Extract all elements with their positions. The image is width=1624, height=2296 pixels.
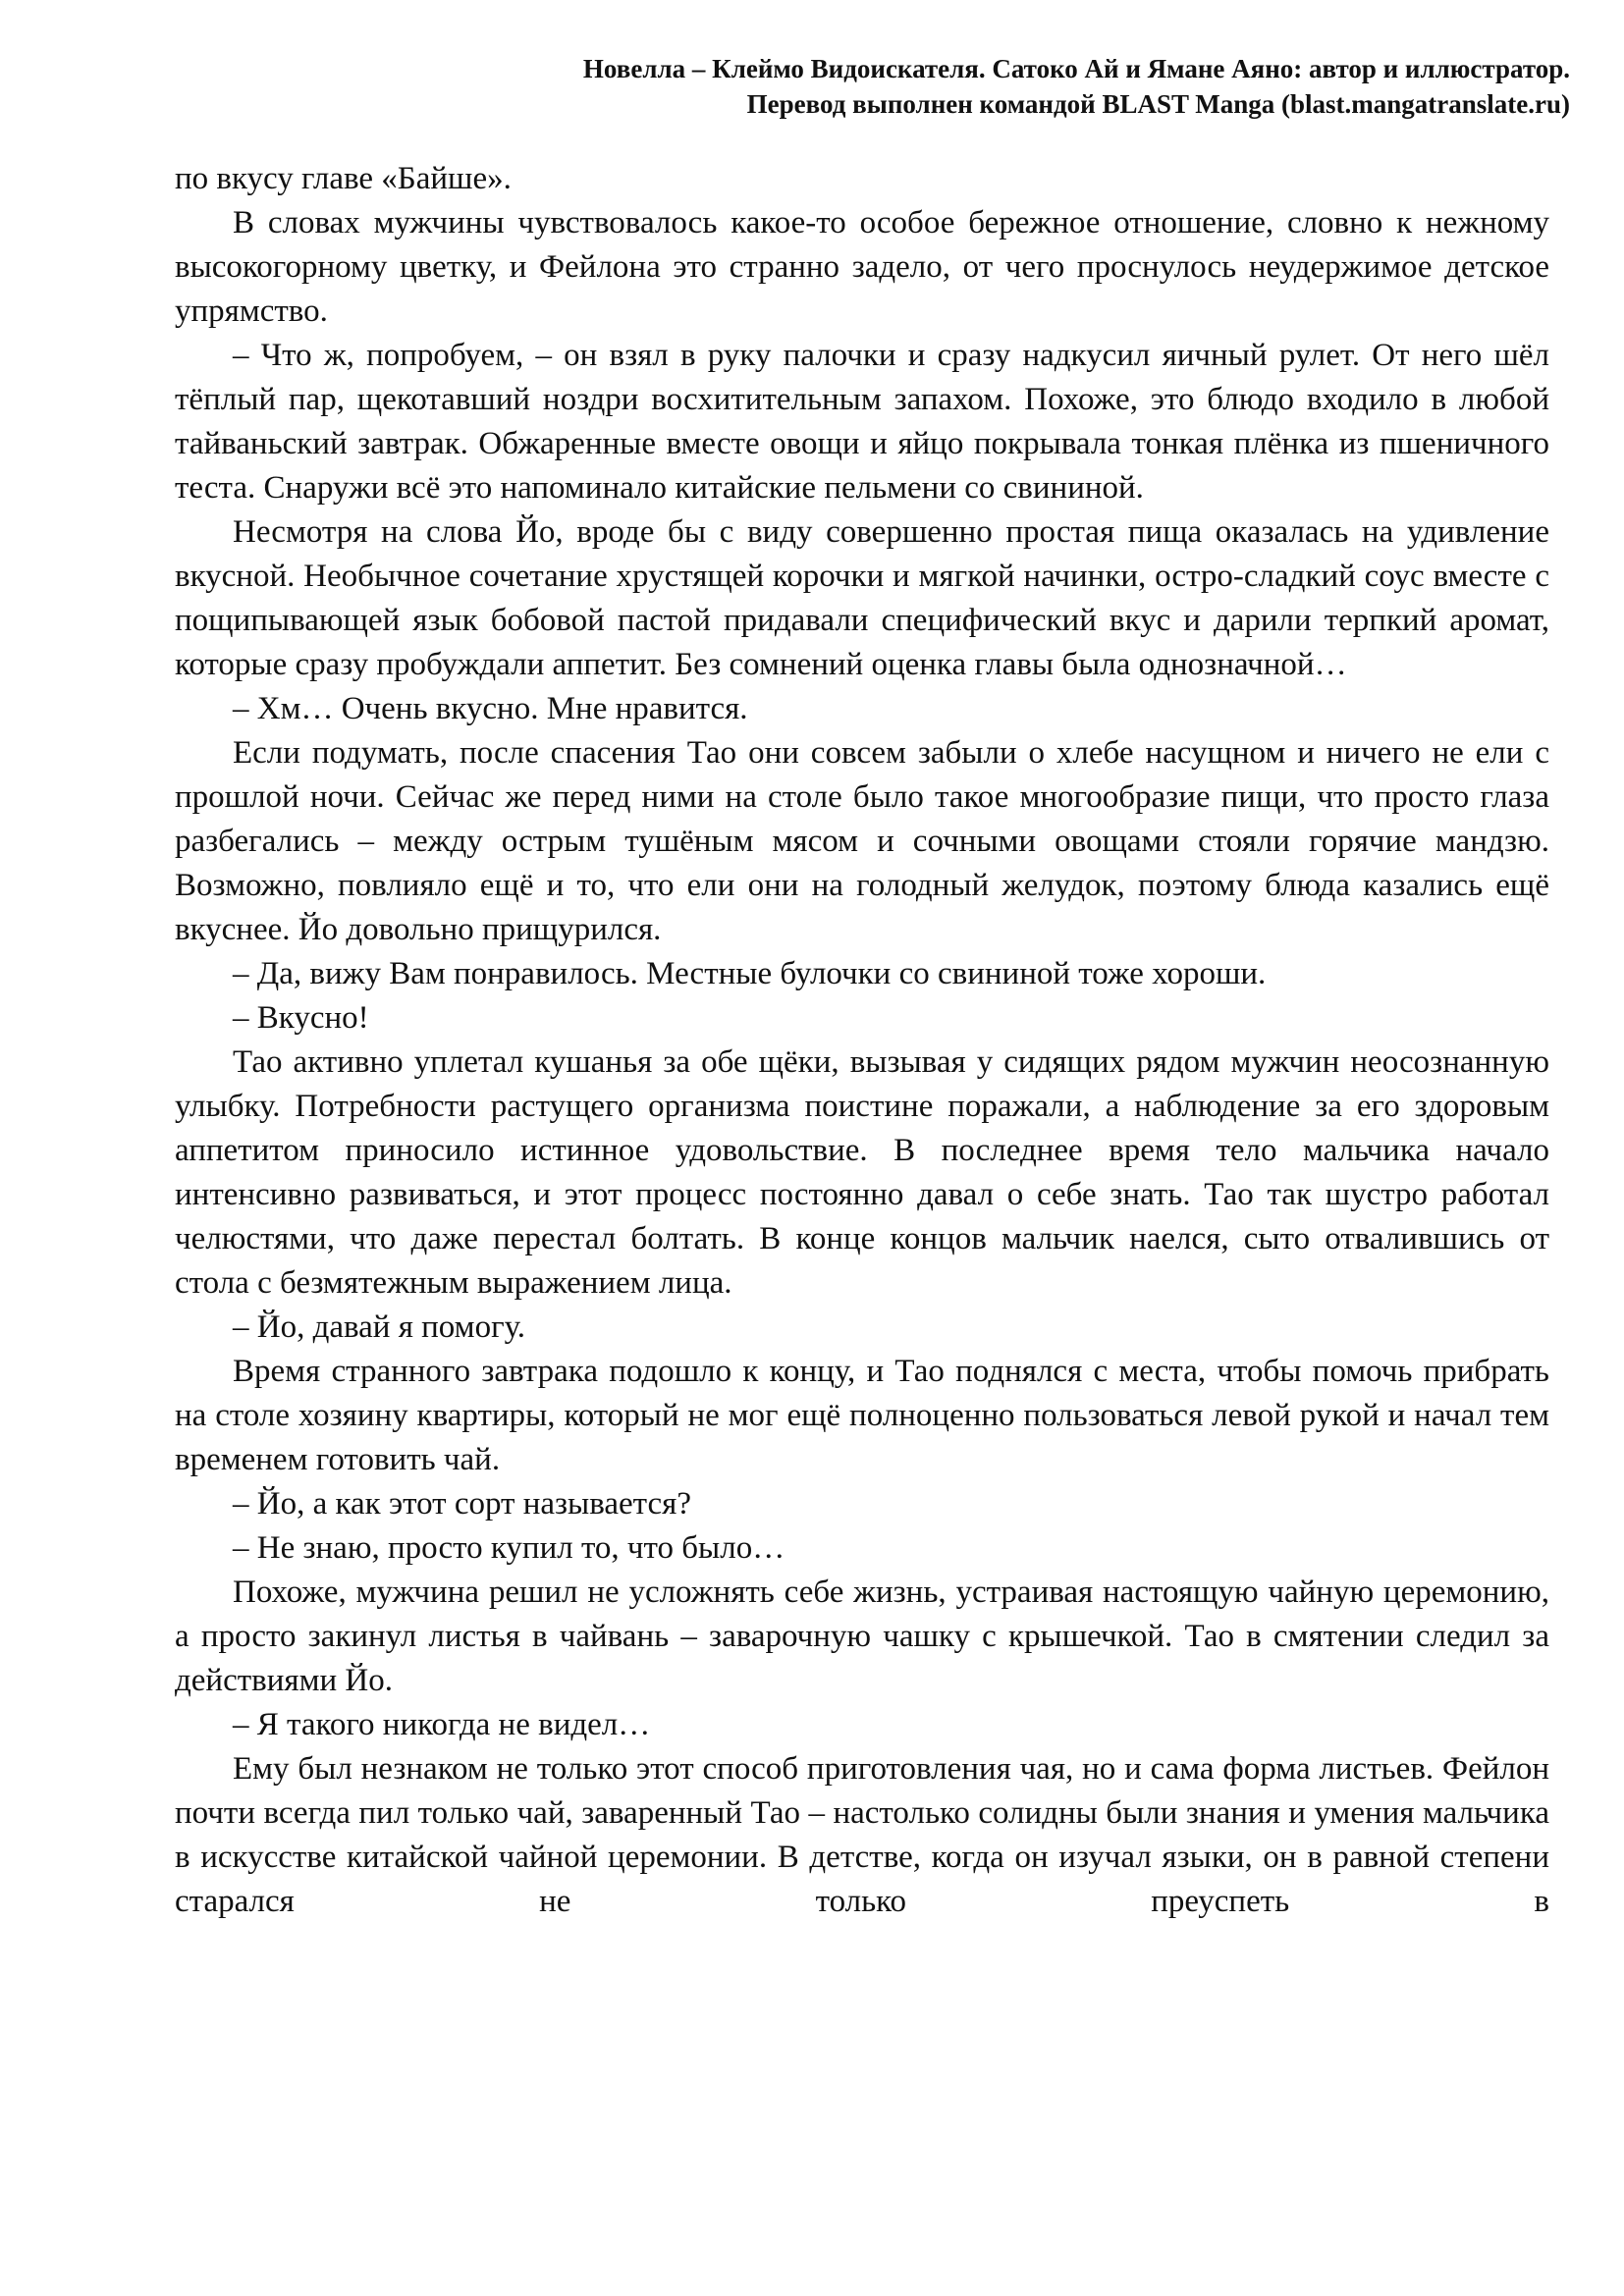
paragraph: Тао активно уплетал кушанья за обе щёки, вызывая у сидящих рядом мужчин неосознанную улыбку. Потребности растущего организма поистине поражали, а наблюдение за его здоровым аппетитом приносило истинное удовольствие. В последнее время тело мальчика начало интенсивно развиваться, и этот процесс постоянно давал о себе знать. Тао так шустро работал челюстями, что даже перестал болтать. В конце концов мальчик наелся, сыто отвалившись от стола с безмятежным выражением лица. xyxy=(175,1044,1549,1301)
dialogue-line: – Хм… Очень вкусно. Мне нравится. xyxy=(233,691,748,726)
header-credits-line: Перевод выполнен командой BLAST Manga (blast.mangatranslate.ru) xyxy=(746,89,1570,119)
paragraph: Ему был незнаком не только этот способ приготовления чая, но и сама форма листьев. Фейлон почти всегда пил только чай, заваренный Тао – настолько солидны были знания и умения мальчика в искусстве китайской чайной церемонии. В детстве, когда он изучал языки, он в равной степени старался не только преуспеть в xyxy=(175,1751,1549,1919)
dialogue-line: – Да, вижу Вам понравилось. Местные булочки со свининой тоже хороши. xyxy=(233,956,1267,991)
paragraph: Если подумать, после спасения Тао они совсем забыли о хлебе насущном и ничего не ели с прошлой ночи. Сейчас же перед ними на столе было такое многообразие пищи, что просто глаза разбегались – между острым тушёным мясом и сочными овощами стояли горячие мандзю. Возможно, повлияло ещё и то, что ели они на голодный желудок, поэтому блюда казались ещё вкуснее. Йо довольно прищурился. xyxy=(175,735,1549,947)
header-title-line: Новелла – Клеймо Видоискателя. Сатоко Ай и Ямане Аяно: автор и иллюстратор. xyxy=(582,54,1570,83)
document-body xyxy=(175,157,1549,1924)
dialogue-line: – Я такого никогда не видел… xyxy=(233,1707,651,1742)
dialogue-line: – Не знаю, просто купил то, что было… xyxy=(233,1530,785,1566)
dialogue-line: – Йо, а как этот сорт называется? xyxy=(233,1486,691,1522)
dialogue-line: – Йо, давай я помогу. xyxy=(233,1309,526,1345)
paragraph: Время странного завтрака подошло к концу, и Тао поднялся с места, чтобы помочь прибрать на столе хозяину квартиры, который не мог ещё полноценно пользоваться левой рукой и начал тем временем готовить чай. xyxy=(175,1354,1549,1477)
paragraph: Несмотря на слова Йо, вроде бы с виду совершенно простая пища оказалась на удивление вкусной. Необычное сочетание хрустящей корочки и мягкой начинки, остро-сладкий соус вместе с пощипывающей язык бобовой пастой придавали специфический вкус и дарили терпкий аромат, которые сразу пробуждали аппетит. Без сомнений оценка главы была однозначной… xyxy=(175,514,1549,682)
paragraph: В словах мужчины чувствовалось какое-то особое бережное отношение, словно к нежному высокогорному цветку, и Фейлона это странно задело, от чего проснулось неудержимое детское упрямство. xyxy=(175,205,1549,329)
page-header xyxy=(215,51,1570,122)
paragraph: по вкусу главе «Байше». xyxy=(175,161,512,196)
paragraph: Похоже, мужчина решил не усложнять себе жизнь, устраивая настоящую чайную церемонию, а просто закинул листья в чайвань – заварочную чашку с крышечкой. Тао в смятении следил за действиями Йо. xyxy=(175,1575,1549,1698)
dialogue-line: – Вкусно! xyxy=(233,1000,369,1036)
paragraph: – Что ж, попробуем, – он взял в руку палочки и сразу надкусил яичный рулет. От него шёл тёплый пар, щекотавший ноздри восхитительным запахом. Похоже, это блюдо входило в любой тайваньский завтрак. Обжаренные вместе овощи и яйцо покрывала тонкая плёнка из пшеничного теста. Снаружи всё это напоминало китайские пельмени со свининой. xyxy=(175,338,1549,506)
